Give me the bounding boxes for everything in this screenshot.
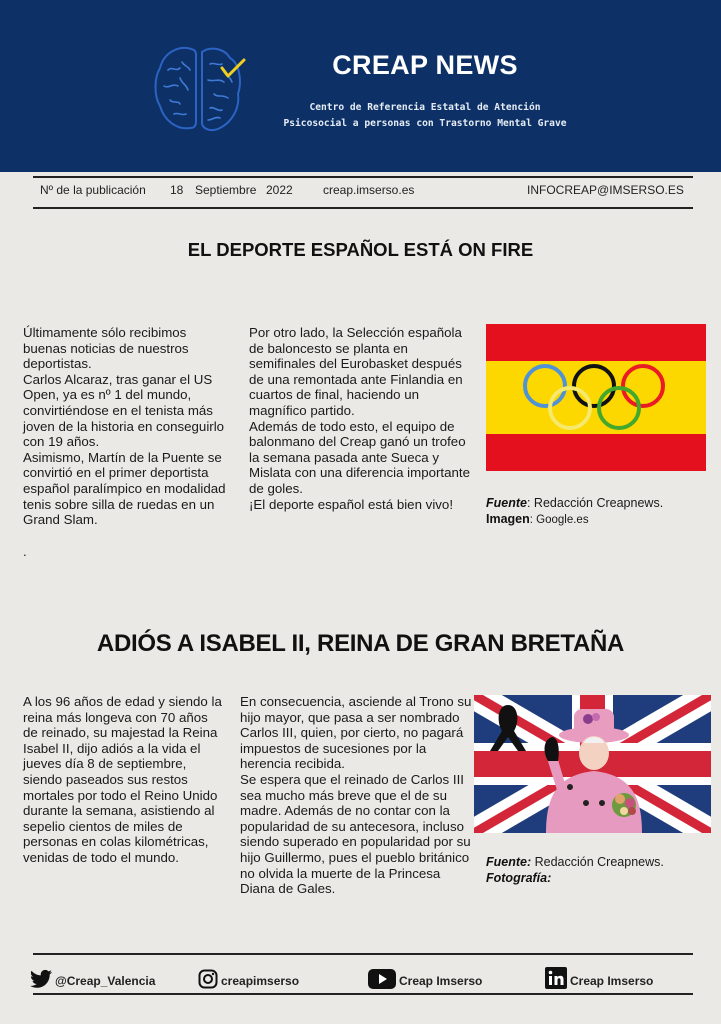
linkedin-link[interactable] [545,963,653,989]
article-1-column-2 [249,325,477,512]
linkedin-page: Creap Imserso [570,974,654,988]
union-jack-flag [474,695,711,833]
publication-info-bar [40,183,688,199]
article-2-column-2 [240,694,476,897]
subtitle-line-1: Centro de Referencia Estatal de Atención [309,102,541,113]
paragraph: Últimamente sólo recibimos buenas noticias de nuestros deportistas. [23,325,189,372]
paragraph: Además de todo esto, el equipo de balonmano del Creap ganó un trofeo la semana pasada ante Sueca y Mislata con una diferencia importante de goles. [249,418,470,496]
youtube-icon [368,969,396,989]
article-2-column-1 [23,694,223,866]
image-label: Imagen [486,512,530,526]
divider-meta [33,207,693,209]
youtube-channel: Creap Imserso [399,974,483,988]
subtitle-line-2: Psicosocial a personas con Trastorno Mental Grave [283,118,567,129]
twitter-handle: @Creap_Valencia [55,974,156,988]
paragraph: En consecuencia, asciende al Trono su hijo mayor, que pasa a ser nombrado Carlos III, quien, por cierto, no pagará impuestos de sucesiones por la herencia recibida. [240,694,472,772]
article-1-title: EL DEPORTE ESPAÑOL ESTÁ ON FIRE [187,239,534,260]
article-2-caption [486,854,716,886]
article-1-caption [486,495,716,528]
masthead [0,0,721,172]
paragraph: ¡El deporte español está bien vivo! [249,496,454,512]
flower-bouquet [612,793,636,817]
queen-elizabeth-photo [474,695,711,833]
newsletter-title: CREAP NEWS [332,50,518,80]
image-value: : Google.es [529,514,589,526]
instagram-icon [198,969,218,989]
spain-flag-olympic-rings-image [486,324,706,471]
paragraph: Se espera que el reinado de Carlos III sea mucho más breve que el de su madre. Además de no contar con la popularidad de su antecesora, incluso siendo superado en popularidad por su hijo Guillermo, pues el pueblo británico no olvida la muerte de la Princesa Diana de Gales. [240,771,471,897]
article-2-title: ADIÓS A ISABEL II, REINA DE GRAN BRETAÑA [96,630,625,657]
email-link[interactable]: INFOCREAP@IMSERSO.ES [527,183,684,197]
paragraph: A los 96 años de edad y siendo la reina más longeva con 70 años de reinado, su majestad la Reina Isabel II, dijo adiós a la vida el jueves día 8 de septiembre, siendo paseados sus restos mortales por todo el Reino Unido durante la semana, asistiendo al sepelio cientos de miles de personas en colas kilométricas, venidas de todo el mundo. [23,694,222,865]
divider-footer-top [33,953,693,955]
paragraph: . [23,543,27,559]
source-label: Fuente: [486,855,532,869]
twitter-link[interactable] [30,963,155,989]
publication-year: 2022 [266,183,293,197]
publication-month: Septiembre [195,183,257,197]
photo-label: Fotografía: [486,871,552,885]
publication-label: Nº de la publicación [40,183,146,197]
twitter-icon [30,969,52,989]
article-1-column-1 [23,325,233,559]
paragraph: Carlos Alcaraz, tras ganar el US Open, ya es nº 1 del mundo, convirtiéndose en el tenista más joven de la historia en conseguirlo con 19 años. [23,371,225,450]
divider-top [33,176,693,178]
linkedin-icon [545,967,567,989]
publication-number: 18 [170,183,184,197]
source-value: Redacción Creapnews. [531,855,664,869]
paragraph: Asimismo, Martín de la Puente se convirtió en el primer deportista español paralímpico en modalidad tenis sobre silla de ruedas en un Grand Slam. [23,449,226,528]
source-label: Fuente [486,496,527,510]
divider-footer-bottom [33,993,693,995]
paragraph: Por otro lado, la Selección española de baloncesto se planta en semifinales del Eurobasket después de una remontada ante Finlandia en cuartos de final, haciendo un magnífico partido. [249,325,463,418]
newsletter-subtitle [270,100,580,132]
source-value: : Redacción Creapnews. [526,496,664,510]
brain-check-icon [150,42,250,134]
social-links [30,963,690,989]
website-link[interactable]: creap.imserso.es [323,183,415,197]
instagram-handle: creapimserso [221,974,300,988]
youtube-link[interactable] [368,963,482,989]
instagram-link[interactable] [198,963,299,989]
